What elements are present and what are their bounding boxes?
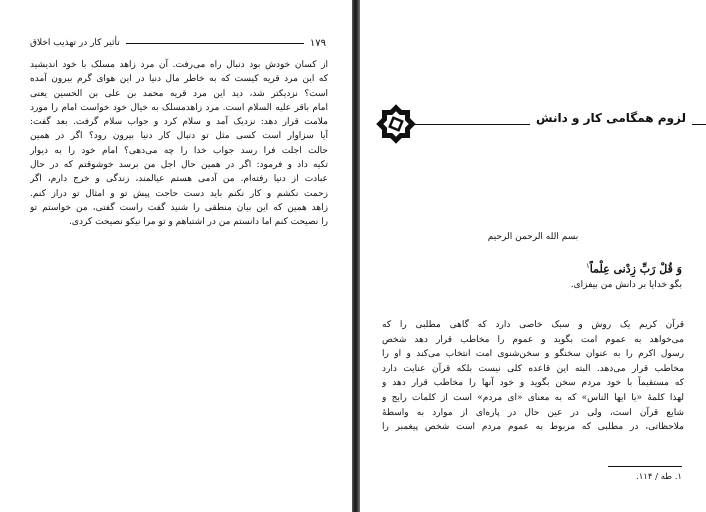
verse-translation: بگو خدایا بر دانش من بیفزای.: [570, 280, 682, 290]
text-line: ملامت قرار دهد: نزدیک آمد و سلام کرد و جواب سلام گرفت. بعد گفت:: [30, 117, 328, 128]
ornament-icon: [374, 102, 418, 146]
text-line: لهذا کلمهٔ «یا ایها الناس» که به معنای «ای مردم» است از کلمات رایج و: [382, 392, 684, 403]
left-body-text: [30, 58, 328, 230]
right-body-text: [382, 318, 684, 435]
text-line: که مستقیماً با خود مردم سخن بگوید و خود آنها را مخاطب قرار دهد و: [382, 378, 684, 389]
running-title: تأثیر کار در تهذیب اخلاق: [30, 38, 120, 48]
header-rule: [126, 43, 304, 44]
book-gutter: [352, 0, 360, 512]
text-line: عبادت از دنیا رفته‌ام. من آدمی هستم عیالمند، زندگی و خرج دارم، اگر: [30, 174, 328, 185]
text-line: زاهد همین که این بیان منطقی را شنید گفت راست گفتی، من خواستم تو: [30, 202, 328, 213]
footnote: ۱. طه / ۱۱۴.: [636, 472, 682, 482]
text-line: قرآن کریم یک روش و سبک خاصی دارد که گاهی مطلبی را که: [382, 320, 684, 330]
text-line: است؟ نزدیکتر شد، دید این مرد قریه محمد بن علی بن الحسین یعنی: [30, 88, 328, 99]
text-line: می‌خواهد به عموم امت بگوید و عموم را مخاطب قرار دهد شخص: [382, 334, 684, 345]
text-line: رسول اکرم را به عنوان سخنگو و سخن‌شنوی امت انتخاب می‌کند و او را: [382, 349, 684, 360]
text-line: امام باقر علیه السلام است. مرد زاهدمسلک به خیال خود خواست امام را مورد: [30, 102, 328, 113]
left-page: [0, 0, 352, 512]
text-line: مخاطب قرار می‌دهد. البته این قاعده کلی نیست بلکه قرآن عنایت دارد: [382, 363, 684, 374]
quran-verse: [586, 262, 682, 276]
text-line: زحمت نکشم و کار نکنم باید دست حاجت پیش تو و امثال تو دراز کنم.: [30, 188, 328, 199]
text-line: از کسان خودش بود دنبال راه می‌رفت. آن مرد زاهد مسلک با خود اندیشید: [30, 60, 328, 70]
text-line: ملاحظاتی، در مطلبی که مربوط به عموم مردم است شخص پیغمبر را: [382, 422, 684, 433]
text-line: تکیه داد و فرمود: اگر در همین حال اجل من برسد خوشوقتم که در حال: [30, 160, 328, 171]
right-page: [360, 0, 706, 512]
verse-text: وَ قُلْ رَبِّ زِدْنی عِلْماً: [589, 262, 682, 276]
footnote-rule: [608, 466, 682, 467]
chapter-title: لزوم همگامی کار و دانش: [530, 111, 692, 125]
page-number: ۱۷۹: [309, 37, 326, 49]
text-line: آیا سزاوار است کسی مثل تو دنبال کار دنیا بیرون رود؟ اگر در همین: [30, 131, 328, 142]
text-line: که این مرد قریه کیست که به خاطر مال دنیا در این هوای گرم بیرون آمده: [30, 74, 328, 85]
text-line: را نصیحت کنم اما دانستم من در اشتباهم و تو مرا نیکو نصیحت کردی.: [69, 217, 328, 228]
basmala: بسم الله الرحمن الرحیم: [487, 232, 579, 242]
footnote-marker: ۱: [585, 262, 590, 270]
running-head: [30, 36, 326, 50]
text-line: حالت اجلت فرا رسد جواب خدا را چه می‌دهی؟ امام خود را به دیوار: [30, 145, 328, 156]
text-line: شایع قرآن است، ولی در عین حال در پاره‌ای از موارد به واسطهٔ: [382, 407, 684, 418]
